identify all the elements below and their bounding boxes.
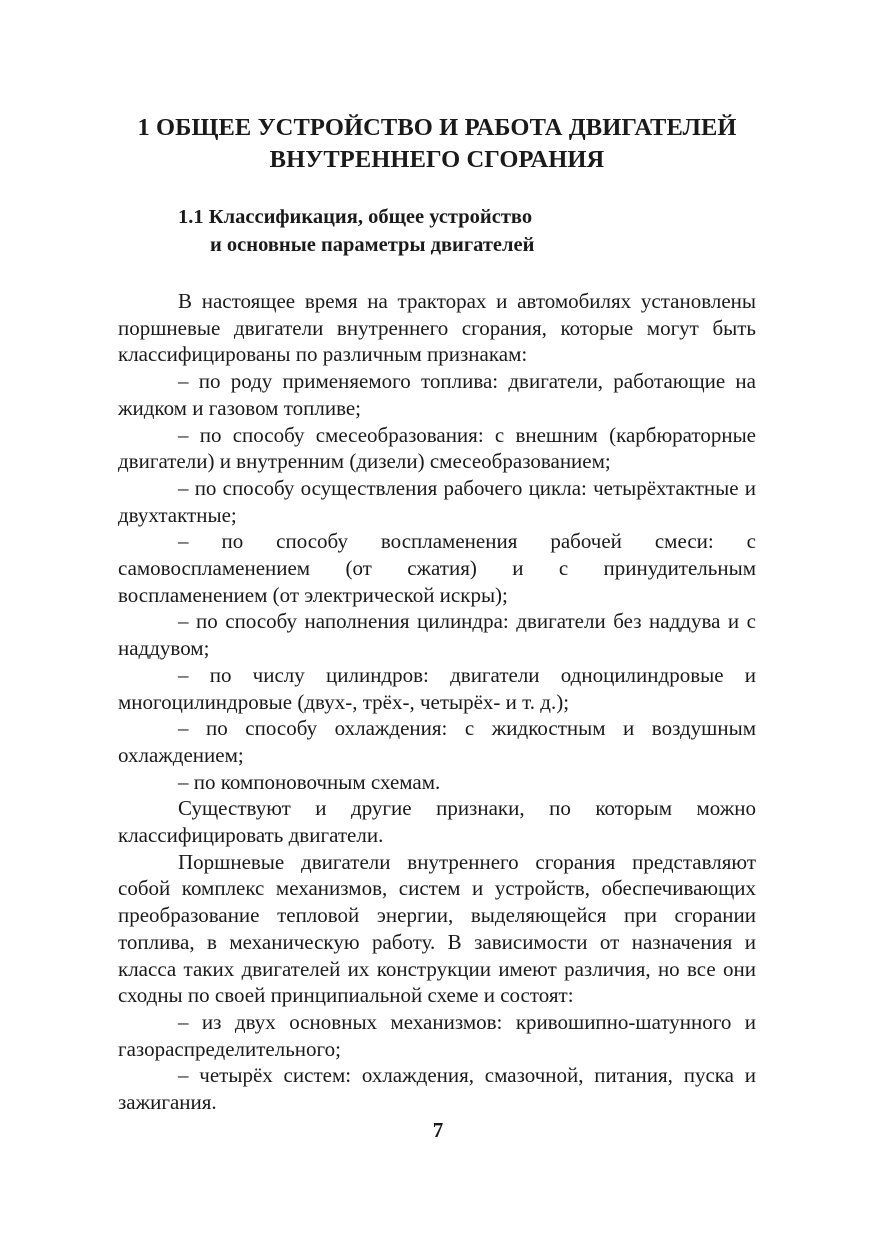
chapter-title-line-1: 1 ОБЩЕЕ УСТРОЙСТВО И РАБОТА ДВИГАТЕЛЕЙ [137, 114, 737, 141]
list-item-layout: – по компоновочным схемам. [178, 769, 441, 794]
paragraph-engine-composition: Поршневые двигатели внутреннего сгорания представляют собой комплекс механизмов, систем и устройств, обеспечивающих преобразование тепловой энергии, выделяющейся при сгорании топлива, в механическую работу. В зависимости от назначения и класса таких двигателей их конструкции имеют различия, но все они сходны по своей принципиальной схеме и состоят: [118, 849, 756, 1008]
section-title-line-1: 1.1 Классификация, общее устройство [178, 206, 533, 228]
section-title [118, 203, 756, 259]
list-item-ignition: – по способу воспламенения рабочей смеси: с самовоспламенением (от сжатия) и с принудительным воспламенением (от электрической искры); [118, 529, 756, 607]
paragraph-intro: В настоящее время на тракторах и автомобилях установлены поршневые двигатели внутреннего сгорания, которые могут быть классифицированы по различным признакам: [118, 289, 756, 367]
list-item-cylinder-filling: – по способу наполнения цилиндра: двигатели без наддува и с наддувом; [118, 609, 756, 661]
list-item-cooling: – по способу охлаждения: с жидкостным и воздушным охлаждением; [118, 716, 756, 767]
page-content [118, 112, 756, 1116]
list-item-work-cycle: – по способу осуществления рабочего цикла: четырёхтактные и двухтактные; [118, 475, 756, 527]
list-item-systems: – четырёх систем: охлаждения, смазочной, питания, пуска и зажигания. [118, 1063, 756, 1115]
chapter-title [118, 112, 756, 176]
paragraph-other-features: Существуют и другие признаки, по которым можно классифицировать двигатели. [118, 796, 756, 848]
list-item-mechanisms: – из двух основных механизмов: кривошипно-шатунного и газораспределительного; [118, 1009, 756, 1061]
list-item-fuel-type: – по роду применяемого топлива: двигатели, работающие на жидком и газовом топливе; [118, 369, 756, 420]
section-title-line-2: и основные параметры двигателей [210, 234, 535, 256]
body-text [118, 288, 756, 1116]
list-item-mixture-formation: – по способу смесеобразования: с внешним (карбюраторные двигатели) и внутренним (дизели) смесеобразованием; [118, 422, 756, 474]
page-number: 7 [432, 1118, 444, 1142]
chapter-title-line-2: ВНУТРЕННЕГО СГОРАНИЯ [269, 146, 605, 173]
list-item-cylinder-count: – по числу цилиндров: двигатели одноцилиндровые и многоцилиндровые (двух-, трёх-, четырёх- и т. д.); [118, 662, 756, 714]
